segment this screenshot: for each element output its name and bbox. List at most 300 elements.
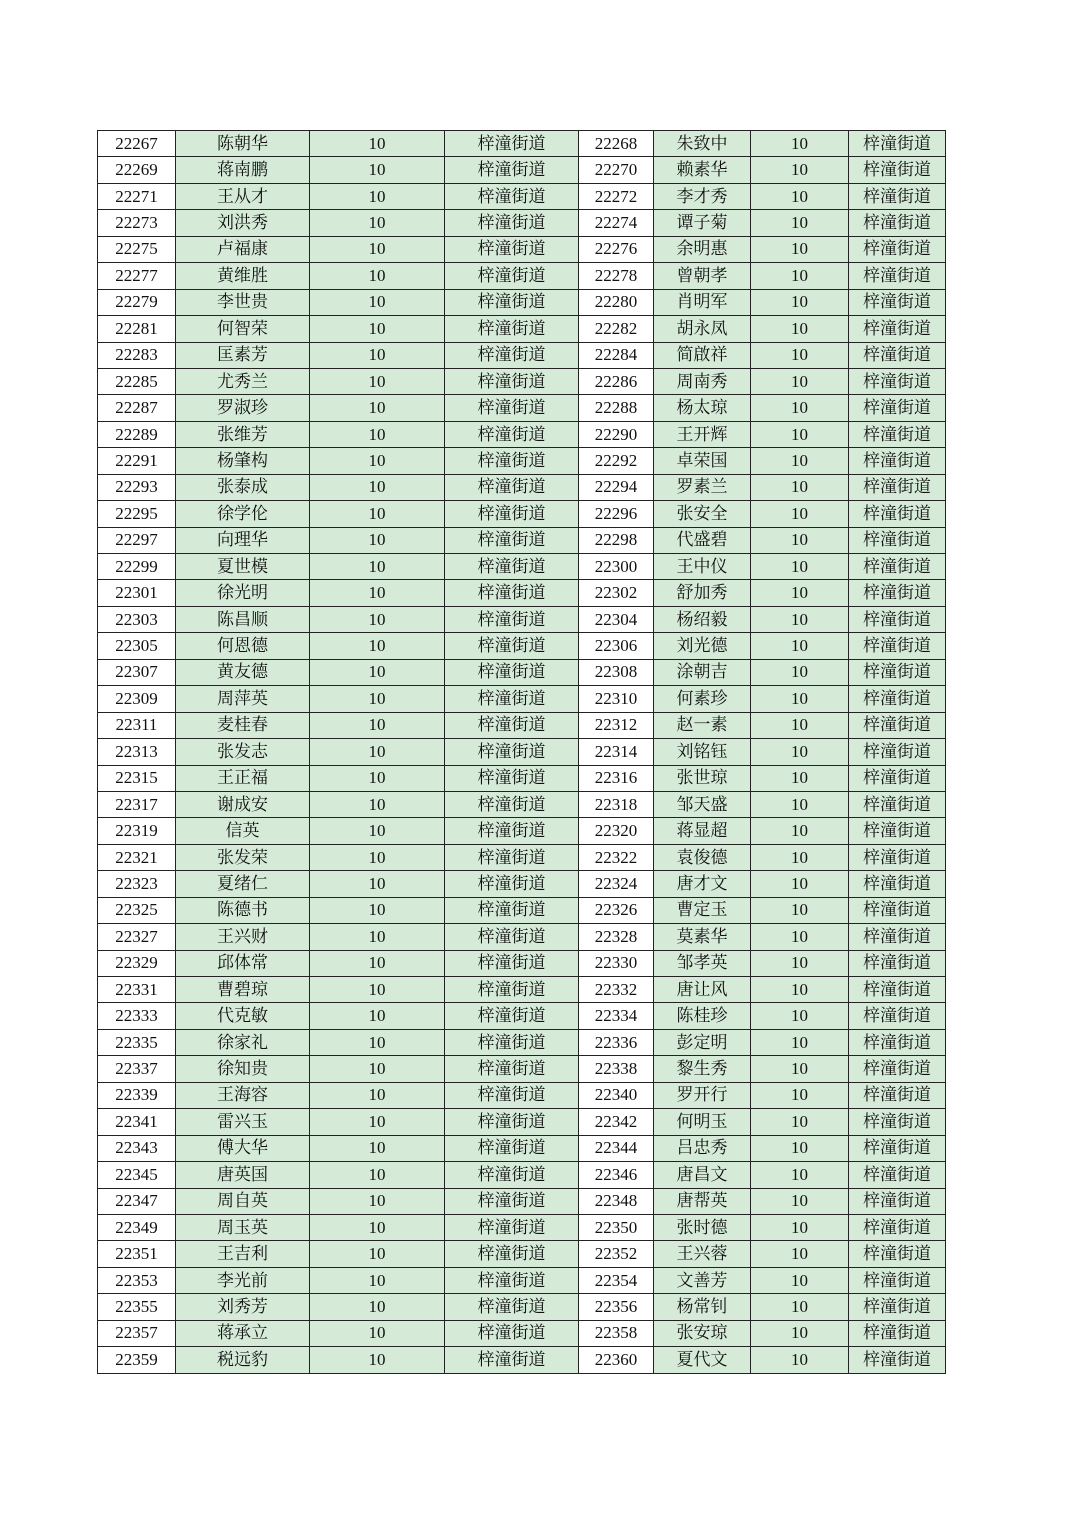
person-name-cell: 舒加秀 — [654, 580, 751, 606]
table-row — [98, 1188, 946, 1214]
amount-cell: 10 — [310, 263, 445, 289]
record-id-cell: 22355 — [98, 1294, 176, 1320]
street-cell: 梓潼街道 — [849, 950, 946, 976]
amount-cell: 10 — [751, 210, 849, 236]
record-id-cell: 22302 — [579, 580, 654, 606]
amount-cell: 10 — [751, 1029, 849, 1055]
record-id-cell: 22311 — [98, 712, 176, 738]
amount-cell: 10 — [310, 1029, 445, 1055]
record-id-cell: 22285 — [98, 368, 176, 394]
street-cell: 梓潼街道 — [445, 131, 579, 157]
record-id-cell: 22286 — [579, 368, 654, 394]
amount-cell: 10 — [310, 157, 445, 183]
amount-cell: 10 — [310, 1214, 445, 1240]
amount-cell: 10 — [310, 1294, 445, 1320]
record-id-cell: 22294 — [579, 474, 654, 500]
person-name-cell: 张维芳 — [176, 421, 310, 447]
record-id-cell: 22291 — [98, 448, 176, 474]
street-cell: 梓潼街道 — [445, 686, 579, 712]
street-cell: 梓潼街道 — [445, 1241, 579, 1267]
street-cell: 梓潼街道 — [445, 1347, 579, 1373]
person-name-cell: 夏绪仁 — [176, 871, 310, 897]
person-name-cell: 徐光明 — [176, 580, 310, 606]
person-name-cell: 张时德 — [654, 1214, 751, 1240]
person-name-cell: 麦桂春 — [176, 712, 310, 738]
person-name-cell: 张世琼 — [654, 765, 751, 791]
person-name-cell: 曹碧琼 — [176, 977, 310, 1003]
record-id-cell: 22296 — [579, 501, 654, 527]
record-id-cell: 22340 — [579, 1082, 654, 1108]
street-cell: 梓潼街道 — [445, 1056, 579, 1082]
person-name-cell: 何明玉 — [654, 1109, 751, 1135]
table-row — [98, 1135, 946, 1161]
record-id-cell: 22335 — [98, 1029, 176, 1055]
amount-cell: 10 — [751, 659, 849, 685]
record-id-cell: 22341 — [98, 1109, 176, 1135]
record-id-cell: 22321 — [98, 844, 176, 870]
table-row — [98, 1214, 946, 1240]
record-id-cell: 22333 — [98, 1003, 176, 1029]
record-id-cell: 22268 — [579, 131, 654, 157]
record-id-cell: 22348 — [579, 1188, 654, 1214]
street-cell: 梓潼街道 — [445, 924, 579, 950]
person-name-cell: 杨太琼 — [654, 395, 751, 421]
amount-cell: 10 — [310, 580, 445, 606]
person-name-cell: 刘铭钰 — [654, 739, 751, 765]
record-id-cell: 22345 — [98, 1162, 176, 1188]
street-cell: 梓潼街道 — [445, 1214, 579, 1240]
person-name-cell: 王兴蓉 — [654, 1241, 751, 1267]
table-row — [98, 633, 946, 659]
record-id-cell: 22319 — [98, 818, 176, 844]
amount-cell: 10 — [751, 1241, 849, 1267]
street-cell: 梓潼街道 — [849, 448, 946, 474]
record-id-cell: 22326 — [579, 897, 654, 923]
street-cell: 梓潼街道 — [849, 844, 946, 870]
amount-cell: 10 — [310, 421, 445, 447]
street-cell: 梓潼街道 — [849, 1267, 946, 1293]
table-row — [98, 1029, 946, 1055]
street-cell: 梓潼街道 — [445, 606, 579, 632]
street-cell: 梓潼街道 — [849, 210, 946, 236]
street-cell: 梓潼街道 — [445, 183, 579, 209]
table-row — [98, 342, 946, 368]
person-name-cell: 徐知贵 — [176, 1056, 310, 1082]
person-name-cell: 信英 — [176, 818, 310, 844]
table-row — [98, 871, 946, 897]
street-cell: 梓潼街道 — [849, 1135, 946, 1161]
street-cell: 梓潼街道 — [849, 316, 946, 342]
person-name-cell: 李世贵 — [176, 289, 310, 315]
person-name-cell: 罗素兰 — [654, 474, 751, 500]
record-id-cell: 22298 — [579, 527, 654, 553]
person-name-cell: 王正福 — [176, 765, 310, 791]
amount-cell: 10 — [751, 501, 849, 527]
amount-cell: 10 — [310, 131, 445, 157]
amount-cell: 10 — [310, 210, 445, 236]
street-cell: 梓潼街道 — [849, 712, 946, 738]
record-id-cell: 22293 — [98, 474, 176, 500]
record-id-cell: 22359 — [98, 1347, 176, 1373]
amount-cell: 10 — [751, 1135, 849, 1161]
record-id-cell: 22289 — [98, 421, 176, 447]
record-id-cell: 22351 — [98, 1241, 176, 1267]
person-name-cell: 何智荣 — [176, 316, 310, 342]
person-name-cell: 卢福康 — [176, 236, 310, 262]
table-row — [98, 289, 946, 315]
table-row — [98, 1056, 946, 1082]
amount-cell: 10 — [310, 659, 445, 685]
amount-cell: 10 — [751, 924, 849, 950]
person-name-cell: 税远豹 — [176, 1347, 310, 1373]
record-id-cell: 22272 — [579, 183, 654, 209]
record-id-cell: 22280 — [579, 289, 654, 315]
record-id-cell: 22347 — [98, 1188, 176, 1214]
amount-cell: 10 — [751, 368, 849, 394]
person-name-cell: 赵一素 — [654, 712, 751, 738]
street-cell: 梓潼街道 — [445, 1082, 579, 1108]
amount-cell: 10 — [751, 1082, 849, 1108]
table-row — [98, 421, 946, 447]
person-name-cell: 吕忠秀 — [654, 1135, 751, 1161]
table-row — [98, 210, 946, 236]
record-id-cell: 22334 — [579, 1003, 654, 1029]
amount-cell: 10 — [310, 1267, 445, 1293]
street-cell: 梓潼街道 — [445, 791, 579, 817]
amount-cell: 10 — [310, 1347, 445, 1373]
amount-cell: 10 — [310, 183, 445, 209]
street-cell: 梓潼街道 — [445, 844, 579, 870]
amount-cell: 10 — [751, 183, 849, 209]
street-cell: 梓潼街道 — [445, 289, 579, 315]
street-cell: 梓潼街道 — [445, 1029, 579, 1055]
record-id-cell: 22308 — [579, 659, 654, 685]
street-cell: 梓潼街道 — [849, 421, 946, 447]
person-name-cell: 曹定玉 — [654, 897, 751, 923]
table-row — [98, 897, 946, 923]
person-name-cell: 谭子菊 — [654, 210, 751, 236]
record-id-cell: 22323 — [98, 871, 176, 897]
table-row — [98, 580, 946, 606]
street-cell: 梓潼街道 — [849, 368, 946, 394]
person-name-cell: 谢成安 — [176, 791, 310, 817]
record-id-cell: 22269 — [98, 157, 176, 183]
street-cell: 梓潼街道 — [445, 897, 579, 923]
record-id-cell: 22329 — [98, 950, 176, 976]
record-id-cell: 22328 — [579, 924, 654, 950]
amount-cell: 10 — [751, 1320, 849, 1346]
person-name-cell: 唐才文 — [654, 871, 751, 897]
record-id-cell: 22303 — [98, 606, 176, 632]
street-cell: 梓潼街道 — [849, 1241, 946, 1267]
record-id-cell: 22301 — [98, 580, 176, 606]
amount-cell: 10 — [310, 1320, 445, 1346]
person-name-cell: 傅大华 — [176, 1135, 310, 1161]
record-id-cell: 22346 — [579, 1162, 654, 1188]
amount-cell: 10 — [310, 686, 445, 712]
amount-cell: 10 — [751, 1003, 849, 1029]
amount-cell: 10 — [751, 1347, 849, 1373]
table-row — [98, 712, 946, 738]
person-name-cell: 蒋显超 — [654, 818, 751, 844]
amount-cell: 10 — [310, 1162, 445, 1188]
person-name-cell: 赖素华 — [654, 157, 751, 183]
street-cell: 梓潼街道 — [445, 765, 579, 791]
amount-cell: 10 — [751, 395, 849, 421]
table-row — [98, 950, 946, 976]
person-name-cell: 张发荣 — [176, 844, 310, 870]
person-name-cell: 黎生秀 — [654, 1056, 751, 1082]
person-name-cell: 何素珍 — [654, 686, 751, 712]
amount-cell: 10 — [310, 897, 445, 923]
table-row — [98, 501, 946, 527]
amount-cell: 10 — [751, 765, 849, 791]
person-name-cell: 周南秀 — [654, 368, 751, 394]
amount-cell: 10 — [751, 712, 849, 738]
record-id-cell: 22330 — [579, 950, 654, 976]
amount-cell: 10 — [310, 818, 445, 844]
street-cell: 梓潼街道 — [849, 342, 946, 368]
record-id-cell: 22344 — [579, 1135, 654, 1161]
street-cell: 梓潼街道 — [849, 791, 946, 817]
amount-cell: 10 — [310, 395, 445, 421]
table-row — [98, 818, 946, 844]
record-id-cell: 22324 — [579, 871, 654, 897]
person-name-cell: 邱体常 — [176, 950, 310, 976]
person-name-cell: 李光前 — [176, 1267, 310, 1293]
table-row — [98, 1109, 946, 1135]
street-cell: 梓潼街道 — [445, 1003, 579, 1029]
amount-cell: 10 — [751, 131, 849, 157]
record-id-cell: 22288 — [579, 395, 654, 421]
person-name-cell: 王从才 — [176, 183, 310, 209]
street-cell: 梓潼街道 — [849, 289, 946, 315]
amount-cell: 10 — [310, 924, 445, 950]
record-id-cell: 22358 — [579, 1320, 654, 1346]
person-name-cell: 黄维胜 — [176, 263, 310, 289]
person-name-cell: 肖明军 — [654, 289, 751, 315]
person-name-cell: 刘光德 — [654, 633, 751, 659]
record-id-cell: 22339 — [98, 1082, 176, 1108]
record-id-cell: 22275 — [98, 236, 176, 262]
amount-cell: 10 — [310, 236, 445, 262]
amount-cell: 10 — [751, 448, 849, 474]
record-id-cell: 22273 — [98, 210, 176, 236]
street-cell: 梓潼街道 — [849, 606, 946, 632]
amount-cell: 10 — [310, 1003, 445, 1029]
street-cell: 梓潼街道 — [445, 818, 579, 844]
street-cell: 梓潼街道 — [849, 157, 946, 183]
amount-cell: 10 — [751, 818, 849, 844]
record-id-cell: 22360 — [579, 1347, 654, 1373]
record-id-cell: 22312 — [579, 712, 654, 738]
street-cell: 梓潼街道 — [849, 1056, 946, 1082]
record-id-cell: 22320 — [579, 818, 654, 844]
street-cell: 梓潼街道 — [849, 818, 946, 844]
amount-cell: 10 — [751, 580, 849, 606]
amount-cell: 10 — [751, 686, 849, 712]
table-row — [98, 1003, 946, 1029]
record-id-cell: 22349 — [98, 1214, 176, 1240]
person-name-cell: 蒋南鹏 — [176, 157, 310, 183]
record-id-cell: 22290 — [579, 421, 654, 447]
person-name-cell: 唐帮英 — [654, 1188, 751, 1214]
record-id-cell: 22277 — [98, 263, 176, 289]
street-cell: 梓潼街道 — [445, 633, 579, 659]
record-id-cell: 22356 — [579, 1294, 654, 1320]
record-id-cell: 22318 — [579, 791, 654, 817]
street-cell: 梓潼街道 — [445, 210, 579, 236]
street-cell: 梓潼街道 — [849, 1347, 946, 1373]
person-name-cell: 夏代文 — [654, 1347, 751, 1373]
street-cell: 梓潼街道 — [849, 686, 946, 712]
amount-cell: 10 — [751, 844, 849, 870]
street-cell: 梓潼街道 — [445, 421, 579, 447]
amount-cell: 10 — [310, 606, 445, 632]
street-cell: 梓潼街道 — [849, 1029, 946, 1055]
amount-cell: 10 — [310, 712, 445, 738]
street-cell: 梓潼街道 — [849, 1109, 946, 1135]
record-id-cell: 22327 — [98, 924, 176, 950]
record-id-cell: 22331 — [98, 977, 176, 1003]
amount-cell: 10 — [751, 1162, 849, 1188]
person-name-cell: 王中仪 — [654, 554, 751, 580]
person-name-cell: 李才秀 — [654, 183, 751, 209]
person-name-cell: 代克敏 — [176, 1003, 310, 1029]
record-id-cell: 22325 — [98, 897, 176, 923]
table-row — [98, 368, 946, 394]
table-row — [98, 1294, 946, 1320]
amount-cell: 10 — [751, 421, 849, 447]
street-cell: 梓潼街道 — [849, 263, 946, 289]
person-name-cell: 罗开行 — [654, 1082, 751, 1108]
record-id-cell: 22299 — [98, 554, 176, 580]
person-name-cell: 何恩德 — [176, 633, 310, 659]
person-name-cell: 周玉英 — [176, 1214, 310, 1240]
table-row — [98, 739, 946, 765]
street-cell: 梓潼街道 — [445, 554, 579, 580]
record-id-cell: 22278 — [579, 263, 654, 289]
table-row — [98, 1241, 946, 1267]
amount-cell: 10 — [310, 871, 445, 897]
table-row — [98, 659, 946, 685]
amount-cell: 10 — [751, 342, 849, 368]
person-name-cell: 雷兴玉 — [176, 1109, 310, 1135]
street-cell: 梓潼街道 — [849, 1214, 946, 1240]
street-cell: 梓潼街道 — [849, 1294, 946, 1320]
record-id-cell: 22300 — [579, 554, 654, 580]
person-name-cell: 徐家礼 — [176, 1029, 310, 1055]
record-id-cell: 22304 — [579, 606, 654, 632]
record-id-cell: 22284 — [579, 342, 654, 368]
amount-cell: 10 — [310, 739, 445, 765]
amount-cell: 10 — [310, 1241, 445, 1267]
person-name-cell: 胡永凤 — [654, 316, 751, 342]
person-name-cell: 尤秀兰 — [176, 368, 310, 394]
record-id-cell: 22313 — [98, 739, 176, 765]
street-cell: 梓潼街道 — [445, 316, 579, 342]
record-id-cell: 22267 — [98, 131, 176, 157]
record-id-cell: 22307 — [98, 659, 176, 685]
subsidy-list-table — [97, 130, 946, 1374]
record-id-cell: 22283 — [98, 342, 176, 368]
table-row — [98, 606, 946, 632]
amount-cell: 10 — [751, 1188, 849, 1214]
street-cell: 梓潼街道 — [849, 924, 946, 950]
person-name-cell: 代盛碧 — [654, 527, 751, 553]
amount-cell: 10 — [751, 527, 849, 553]
amount-cell: 10 — [751, 1056, 849, 1082]
amount-cell: 10 — [751, 316, 849, 342]
street-cell: 梓潼街道 — [849, 871, 946, 897]
person-name-cell: 莫素华 — [654, 924, 751, 950]
street-cell: 梓潼街道 — [445, 580, 579, 606]
person-name-cell: 王开辉 — [654, 421, 751, 447]
person-name-cell: 邹孝英 — [654, 950, 751, 976]
record-id-cell: 22270 — [579, 157, 654, 183]
amount-cell: 10 — [751, 897, 849, 923]
street-cell: 梓潼街道 — [445, 950, 579, 976]
record-id-cell: 22282 — [579, 316, 654, 342]
amount-cell: 10 — [310, 289, 445, 315]
person-name-cell: 刘洪秀 — [176, 210, 310, 236]
amount-cell: 10 — [751, 236, 849, 262]
person-name-cell: 陈昌顺 — [176, 606, 310, 632]
amount-cell: 10 — [310, 977, 445, 1003]
street-cell: 梓潼街道 — [445, 448, 579, 474]
person-name-cell: 曾朝孝 — [654, 263, 751, 289]
table-row — [98, 1082, 946, 1108]
record-id-cell: 22332 — [579, 977, 654, 1003]
person-name-cell: 黄友德 — [176, 659, 310, 685]
record-id-cell: 22314 — [579, 739, 654, 765]
person-name-cell: 王海容 — [176, 1082, 310, 1108]
table-row — [98, 1320, 946, 1346]
street-cell: 梓潼街道 — [445, 474, 579, 500]
street-cell: 梓潼街道 — [849, 659, 946, 685]
person-name-cell: 陈德书 — [176, 897, 310, 923]
street-cell: 梓潼街道 — [445, 712, 579, 738]
record-id-cell: 22336 — [579, 1029, 654, 1055]
person-name-cell: 夏世模 — [176, 554, 310, 580]
person-name-cell: 刘秀芳 — [176, 1294, 310, 1320]
person-name-cell: 张发志 — [176, 739, 310, 765]
amount-cell: 10 — [310, 1188, 445, 1214]
person-name-cell: 王兴财 — [176, 924, 310, 950]
street-cell: 梓潼街道 — [849, 580, 946, 606]
street-cell: 梓潼街道 — [849, 897, 946, 923]
amount-cell: 10 — [751, 263, 849, 289]
table-body — [98, 131, 946, 1374]
person-name-cell: 蒋承立 — [176, 1320, 310, 1346]
amount-cell: 10 — [751, 950, 849, 976]
person-name-cell: 文善芳 — [654, 1267, 751, 1293]
table-row — [98, 263, 946, 289]
person-name-cell: 杨常钊 — [654, 1294, 751, 1320]
record-id-cell: 22297 — [98, 527, 176, 553]
person-name-cell: 周自英 — [176, 1188, 310, 1214]
amount-cell: 10 — [310, 448, 445, 474]
person-name-cell: 卓荣国 — [654, 448, 751, 474]
street-cell: 梓潼街道 — [445, 1188, 579, 1214]
record-id-cell: 22357 — [98, 1320, 176, 1346]
street-cell: 梓潼街道 — [849, 1188, 946, 1214]
amount-cell: 10 — [751, 606, 849, 632]
amount-cell: 10 — [751, 633, 849, 659]
street-cell: 梓潼街道 — [849, 474, 946, 500]
amount-cell: 10 — [751, 1294, 849, 1320]
street-cell: 梓潼街道 — [849, 977, 946, 1003]
